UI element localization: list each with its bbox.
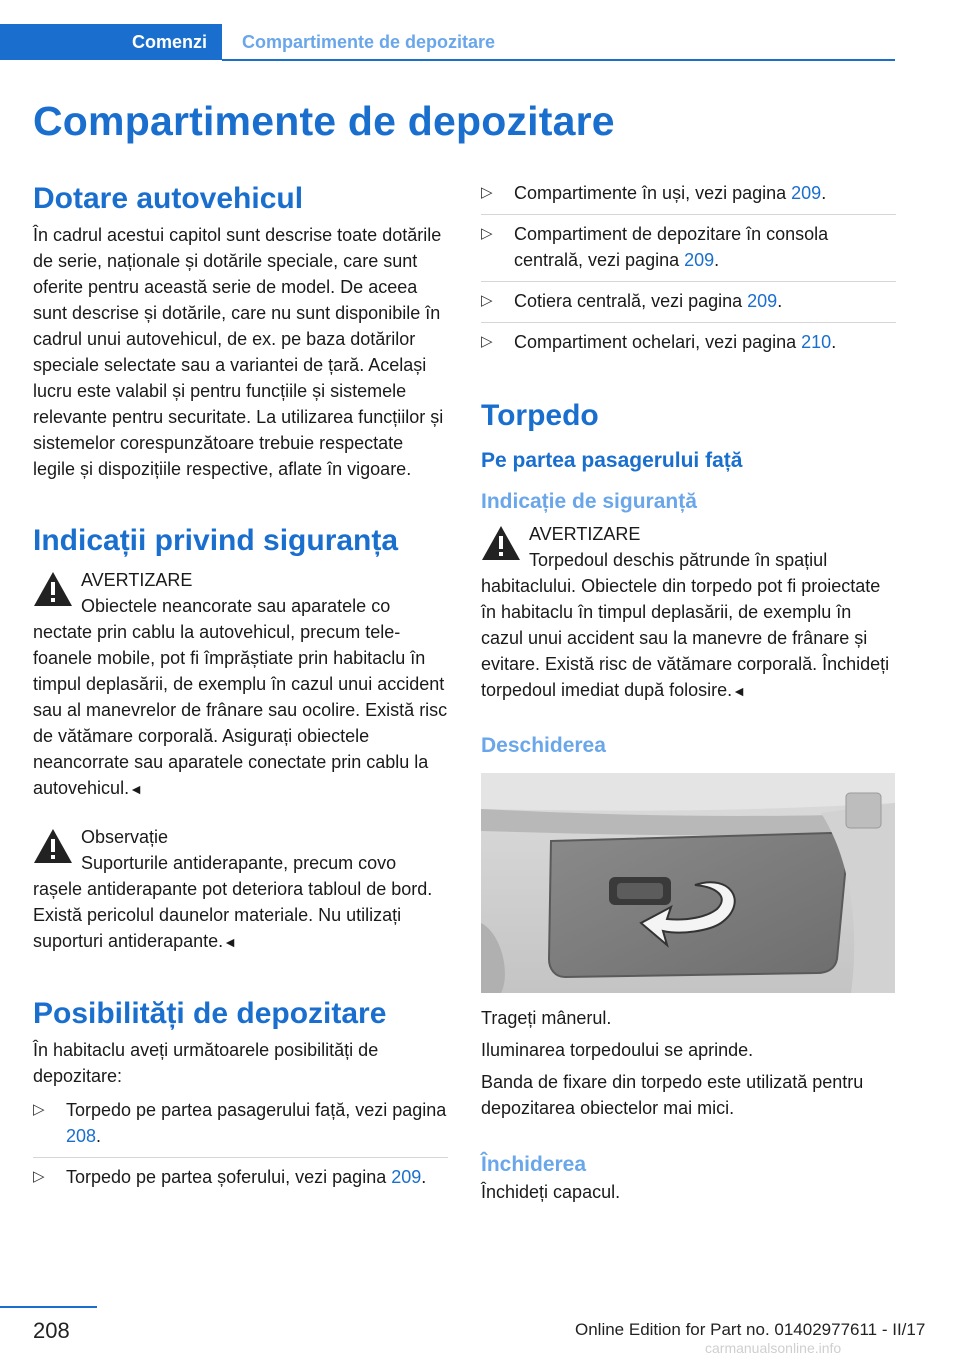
instruction-strap: Banda de fixare din torpedo este utilizată pentru depozitarea obiectelor mai mici. xyxy=(481,1072,864,1119)
warning-triangle-icon xyxy=(33,828,73,864)
list-item-text: Compartiment de depozitare în consola centrală, vezi pagina xyxy=(514,224,829,270)
warning-caption: AVERTIZARE xyxy=(529,524,641,545)
notice-caption: Observație xyxy=(81,827,169,847)
bullet-icon: ▷ xyxy=(33,1167,45,1185)
glovebox-illustration xyxy=(481,773,895,993)
page-link[interactable]: 209 xyxy=(747,291,778,311)
header-bar xyxy=(0,24,895,62)
warning-text xyxy=(33,619,448,802)
section-title-glovebox: Torpedo xyxy=(481,399,599,432)
warning-text-rest: habitaclului. Obiectele din torpedo pot fi proiectate în habitaclu în timpul deplasării, de exemplu în cazul unui accident sau la manevre de frânare și evitare. Există risc de vătămare corporală. Închideți torpedoul imediat după folosire. xyxy=(481,576,890,701)
subsection-title-safety-note: Indicație de siguranță xyxy=(481,489,697,513)
list-item-text: Torpedo pe partea pasagerului față, vezi pagina xyxy=(66,1099,447,1120)
list-item: ▷ Torpedo pe partea pasagerului față, vezi pagina 208. xyxy=(33,1097,448,1158)
header-rule xyxy=(222,59,895,61)
watermark: carmanualsonline.info xyxy=(705,1340,842,1356)
glovebox-photo xyxy=(481,773,895,993)
notice-text xyxy=(33,876,448,955)
vehicle-equipment-text: În cadrul acestui capitol sunt descrise toate dotările de serie, naționale și dotările speciale, care sunt oferite pentru această serie de model. De aceea sunt descrise și dotările, care nu sunt disponibile în cadrul unui autovehicul, de ex. pe baza dotărilor speciale selectate sau a variantei de țară. Același lucru este valabil și pentru funcțiile și sistemele relevante pentru securitate. La utilizarea funcțiilor și sistemelor corespunzătoare trebuie respectate legile și dispozițiile respective, aflate în vigoare. xyxy=(33,224,444,479)
instruction-close-lid: Închideți capacul. xyxy=(481,1181,621,1202)
section-title-storage: Posibilități de depozitare xyxy=(33,997,387,1030)
storage-list-left xyxy=(33,1097,448,1198)
warning-text xyxy=(481,573,896,704)
list-item-text: Compartiment ochelari, vezi pagina xyxy=(514,332,802,352)
section-title-vehicle-equipment: Dotare autovehicul xyxy=(33,182,304,215)
storage-list-right xyxy=(481,180,896,363)
subsection-title-closing: Închiderea xyxy=(481,1153,587,1177)
page-link[interactable]: 209 xyxy=(684,250,715,270)
list-item-text: Cotiera centrală, vezi pagina xyxy=(514,291,748,311)
section-title-safety: Indicații privind siguranța xyxy=(33,523,399,557)
list-item-text: Compartimente în uși, vezi pagina xyxy=(514,183,792,203)
storage-intro-text: În habitaclu aveți următoarele posibilități de depozitare: xyxy=(33,1039,379,1086)
page-number: 208 xyxy=(33,1318,70,1343)
warning-text-rest: nectate prin cablu la autovehicul, precum telefoanele mobile, pot fi împrăștiate prin habitaclu în timpul deplasării, de exemplu în cazul unui accident sau al manevrelor de frânare sau ocolire. Există risc de vătămare corporală. Asigurați obiectele neancorrate sau aparatele conectate prin cablu la autovehicul. xyxy=(33,622,448,798)
list-item: ▷ Compartimente în uși, vezi pagina 209. xyxy=(481,180,896,215)
notice-text-rest: rașele antiderapante pot deteriora tabloul de bord. Există pericolul daunelor materiale. Nu utilizați suporturi antiderapante. xyxy=(33,879,433,951)
bullet-icon: ▷ xyxy=(481,184,493,201)
warning-triangle-icon xyxy=(481,525,521,561)
page-link[interactable]: 209 xyxy=(391,1166,422,1187)
left-column xyxy=(33,180,448,1204)
page-title: Compartimente de depozitare xyxy=(33,98,615,144)
chapter-tab[interactable]: Comenzi xyxy=(0,24,222,60)
footer-rule xyxy=(0,1306,97,1308)
page-link[interactable]: 210 xyxy=(801,332,832,352)
warning-text-first: Torpedoul deschis pătrunde în spațiul xyxy=(529,550,828,571)
breadcrumb[interactable]: Compartimente de depozitare xyxy=(242,32,496,52)
warning-text-first: Obiectele neancorate sau aparatele co xyxy=(81,596,391,616)
list-item-text: Torpedo pe partea șoferului, vezi pagina xyxy=(66,1166,392,1187)
right-column xyxy=(481,180,896,1205)
end-mark: ◄ xyxy=(732,683,747,700)
list-item: ▷ Torpedo pe partea șoferului, vezi pagina 209. xyxy=(33,1164,448,1198)
bullet-icon: ▷ xyxy=(481,333,493,350)
list-item: ▷ Compartiment ochelari, vezi pagina 210. xyxy=(481,329,896,363)
subsection-title-opening: Deschiderea xyxy=(481,734,606,758)
page-link[interactable]: 208 xyxy=(66,1125,97,1146)
bullet-icon: ▷ xyxy=(481,292,493,309)
bullet-icon: ▷ xyxy=(481,225,493,242)
page-link[interactable]: 209 xyxy=(791,183,822,203)
notice-block xyxy=(33,824,448,955)
list-item: ▷ Cotiera centrală, vezi pagina 209. xyxy=(481,288,896,323)
instruction-pull-handle: Trageți mânerul. xyxy=(481,1008,612,1029)
end-mark: ◄ xyxy=(129,781,143,797)
notice-text-first: Suporturile antiderapante, precum covo xyxy=(81,853,397,873)
edition-info: Online Edition for Part no. 01402977611 - II/17 xyxy=(575,1320,926,1339)
warning-block-1 xyxy=(33,567,448,802)
warning-triangle-icon xyxy=(33,571,73,607)
end-mark: ◄ xyxy=(223,934,237,950)
warning-caption: AVERTIZARE xyxy=(81,570,193,590)
instruction-light: Iluminarea torpedoului se aprinde. xyxy=(481,1040,754,1061)
warning-block-glovebox xyxy=(481,521,896,704)
subsection-title-passenger: Pe partea pasagerului față xyxy=(481,448,743,472)
bullet-icon: ▷ xyxy=(33,1100,45,1118)
list-item: ▷ Compartiment de depozitare în consola centrală, vezi pagina 209. xyxy=(481,221,896,282)
